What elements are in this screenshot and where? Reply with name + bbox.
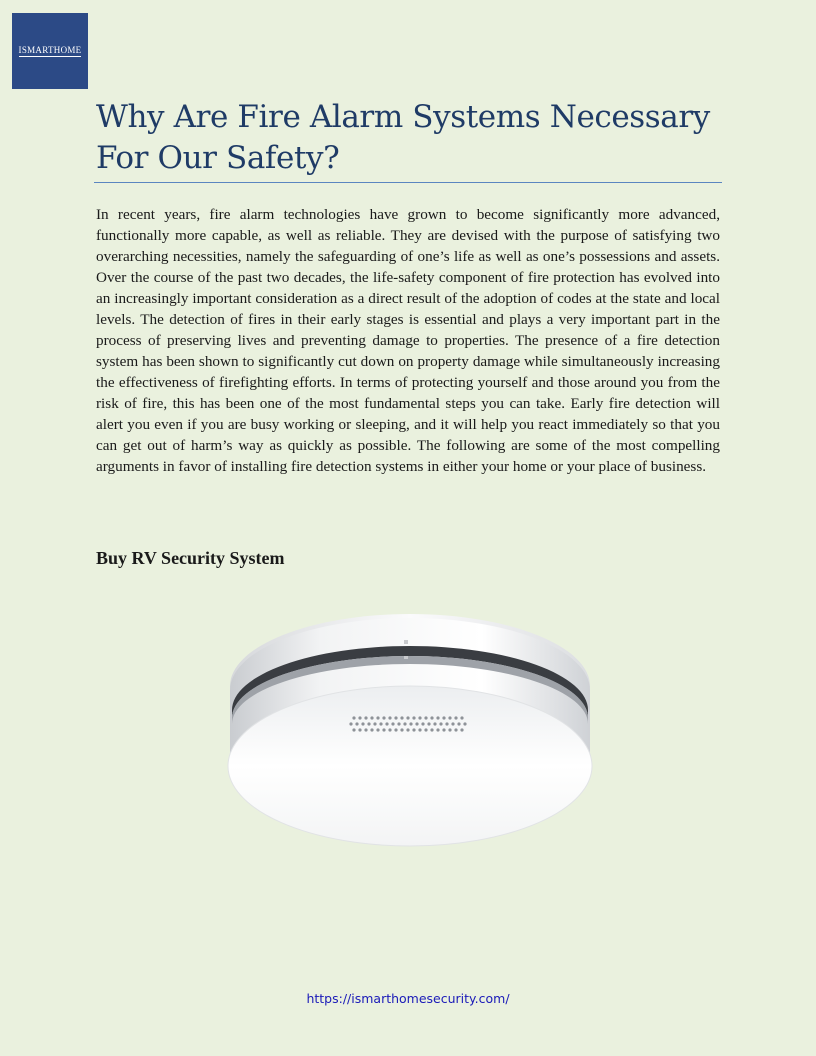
section-heading: Buy RV Security System bbox=[96, 548, 285, 568]
body-paragraph: In recent years, fire alarm technologies have grown to become significantly more advanced, functionally more capable, as well as reliable. They are devised with the purpose of satisfying two overarching necessities, namely the safeguarding of one’s life as well as one’s possessions and assets. Over the course of the past two decades, the life-safety component of fire protection has evolved into an increasingly important consideration as a direct result of the adoption of codes at the state and local levels. The detection of fires in their early stages is essential and plays a very important part in the process of preserving lives and preventing damage to properties. The presence of a fire detection system has been shown to significantly cut down on property damage while simultaneously increasing the effectiveness of firefighting efforts. In terms of protecting yourself and those around you from the risk of fire, this has been one of the most fundamental steps you can take. Early fire detection will alert you even if you are busy working or sleeping, and it will help you react immediately so that you can get out of harm’s way as quickly as possible. The following are some of the most compelling arguments in favor of installing fire detection systems in either your home or your place of business. bbox=[96, 206, 720, 475]
page-title: Why Are Fire Alarm Systems Necessary For Our Safety? bbox=[96, 99, 710, 176]
website-link[interactable]: https://ismarthomesecurity.com/ bbox=[306, 991, 510, 1006]
smoke-detector-icon bbox=[226, 608, 596, 850]
logo-text: ISMARTHOME bbox=[18, 45, 82, 55]
title-divider bbox=[94, 182, 722, 183]
detector-face bbox=[228, 686, 592, 846]
logo bbox=[12, 13, 88, 89]
